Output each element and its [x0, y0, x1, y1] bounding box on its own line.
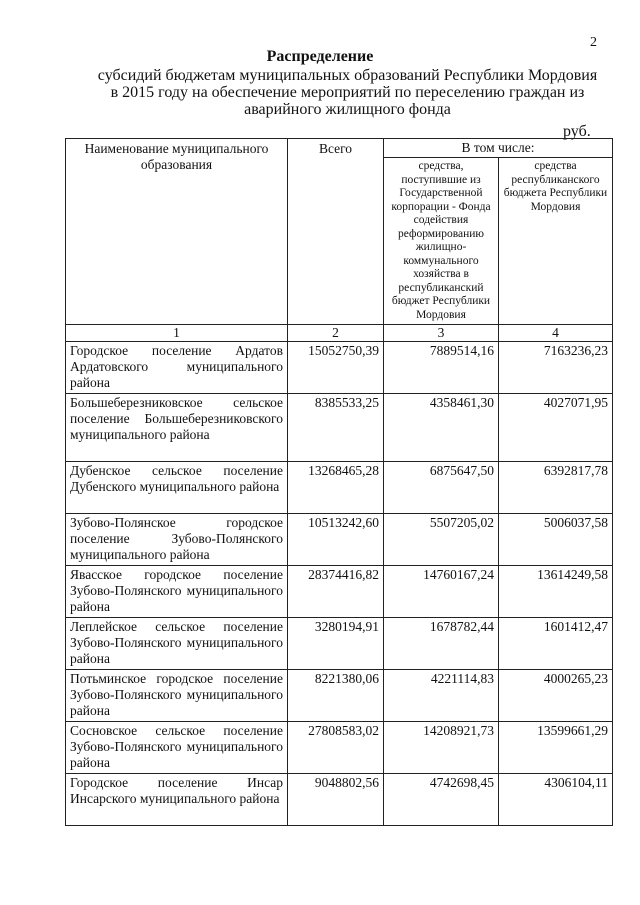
- municipality-name: Зубово-Полянское городское поселение Зубово-Полянского муниципального района: [66, 514, 288, 566]
- republic-value: 4027071,95: [499, 394, 613, 462]
- republic-value: 13614249,58: [499, 566, 613, 618]
- fund-value: 4358461,30: [384, 394, 499, 462]
- table-row: [66, 462, 613, 514]
- republic-value: 5006037,58: [499, 514, 613, 566]
- column-number-row: [66, 325, 613, 342]
- table-row: [66, 670, 613, 722]
- municipality-name: Городское поселение Инсар Инсарского муниципального района: [66, 774, 288, 826]
- total-value: 10513242,60: [288, 514, 384, 566]
- republic-value: 13599661,29: [499, 722, 613, 774]
- header-total: Всего: [288, 139, 384, 325]
- total-value: 9048802,56: [288, 774, 384, 826]
- total-value: 8385533,25: [288, 394, 384, 462]
- fund-value: 5507205,02: [384, 514, 499, 566]
- total-value: 3280194,91: [288, 618, 384, 670]
- subtitle-line: в 2015 году на обеспечение мероприятий по переселению граждан из: [110, 84, 585, 101]
- subtitle-line: аварийного жилищного фонда: [244, 101, 451, 118]
- republic-value: 1601412,47: [499, 618, 613, 670]
- column-number: 3: [384, 325, 499, 342]
- column-number: 4: [499, 325, 613, 342]
- municipality-name: Потьминское городское поселение Зубово-Полянского муниципального района: [66, 670, 288, 722]
- republic-value: 7163236,23: [499, 342, 613, 394]
- fund-value: 1678782,44: [384, 618, 499, 670]
- currency-unit: руб.: [563, 123, 591, 140]
- municipality-name: Явасское городское поселение Зубово-Полянского муниципального района: [66, 566, 288, 618]
- header-fund: средства, поступившие из Государственной корпорации - Фонда содействия реформированию жилищно-коммунального хозяйства в республиканский бюджет Республики Мордовия: [384, 158, 499, 325]
- municipality-name: Городское поселение Ардатов Ардатовского муниципального района: [66, 342, 288, 394]
- total-value: 15052750,39: [288, 342, 384, 394]
- document-subtitle: [95, 67, 600, 118]
- republic-value: 4000265,23: [499, 670, 613, 722]
- republic-value: 4306104,11: [499, 774, 613, 826]
- table-row: [66, 774, 613, 826]
- table-row: [66, 722, 613, 774]
- column-number: 2: [288, 325, 384, 342]
- subsidy-table: [65, 138, 613, 826]
- header-republic: средства республиканского бюджета Республики Мордовия: [499, 158, 613, 325]
- header-name: Наименование муниципального образования: [66, 139, 288, 325]
- table-row: [66, 618, 613, 670]
- fund-value: 4221114,83: [384, 670, 499, 722]
- municipality-name: Леплейское сельское поселение Зубово-Полянского муниципального района: [66, 618, 288, 670]
- table-row: [66, 514, 613, 566]
- republic-value: 6392817,78: [499, 462, 613, 514]
- fund-value: 14208921,73: [384, 722, 499, 774]
- total-value: 28374416,82: [288, 566, 384, 618]
- header-including: В том числе:: [384, 139, 613, 158]
- municipality-name: Большеберезниковское сельское поселение Большеберезниковского муниципального района: [66, 394, 288, 462]
- table-row: [66, 342, 613, 394]
- table-row: [66, 394, 613, 462]
- fund-value: 4742698,45: [384, 774, 499, 826]
- fund-value: 14760167,24: [384, 566, 499, 618]
- column-number: 1: [66, 325, 288, 342]
- fund-value: 7889514,16: [384, 342, 499, 394]
- total-value: 13268465,28: [288, 462, 384, 514]
- document-title: Распределение: [266, 48, 374, 65]
- municipality-name: Дубенское сельское поселение Дубенского муниципального района: [66, 462, 288, 514]
- municipality-name: Сосновское сельское поселение Зубово-Полянского муниципального района: [66, 722, 288, 774]
- page-number: 2: [590, 35, 597, 50]
- fund-value: 6875647,50: [384, 462, 499, 514]
- total-value: 27808583,02: [288, 722, 384, 774]
- table-row: [66, 566, 613, 618]
- total-value: 8221380,06: [288, 670, 384, 722]
- subtitle-line: субсидий бюджетам муниципальных образований Республики Мордовия: [97, 67, 598, 84]
